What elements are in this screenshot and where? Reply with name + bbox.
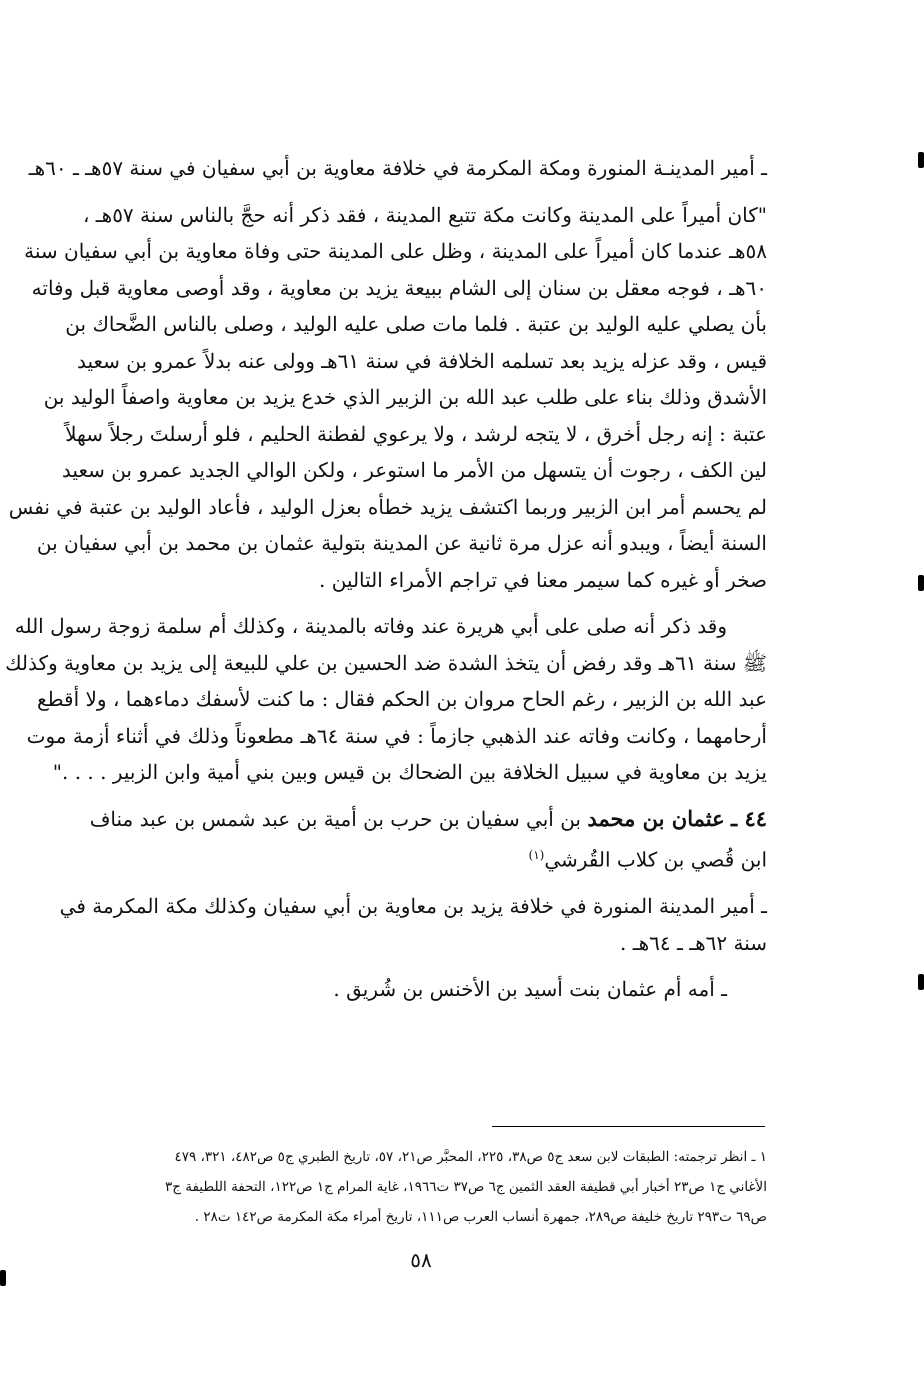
footnote-line: الأغاني ج١ ص٢٣ أخبار أبي قطيفة العقد الثمين ج٦ ص٣٧ ت١٩٦٦، غاية المرام ج١ ص١٢٢، التحفة اللطيفة ج٣ (164, 1179, 767, 1195)
text-line: ٦٠هـ ، فوجه معقل بن سنان إلى الشام ببيعة يزيد بن معاوية ، وقد أوصى معاوية قبل وفاته (31, 275, 767, 300)
entry-heading (75, 801, 767, 879)
text-line: ٥٨هـ عندما كان أميراً على المدينة ، وظل على المدينة حتى وفاة معاوية بن أبي سفيان سنة (24, 239, 767, 263)
footnote-line: ١ ـ انظر ترجمته: الطبقات لابن سعد ج٥ ص٣٨، ٢٢٥، المحبَّر ص٢١، ٥٧، تاريخ الطبري ج٥ ص٤٨٢، ٣٢١، ٤٧٩ (174, 1149, 767, 1165)
paragraph-5 (75, 971, 767, 1008)
text-line: يزيد بن معاوية في سبيل الخلافة بين الضحاك بن قيس وبين بني أمية وابن الزبير . . . ." (52, 760, 767, 784)
entry-lineage-cont: ابن قُصي بن كلاب القُرشي (544, 847, 767, 872)
text-line: السنة أيضاً ، ويبدو أنه عزل مرة ثانية عن المدينة بتولية عثمان بن محمد بن أبي سفيان بن (36, 531, 767, 555)
text-line: سنة ٦٢هـ ـ ٦٤هـ . (620, 930, 767, 955)
entry-lineage: بن أبي سفيان بن حرب بن أمية بن عبد شمس بن عبد مناف (89, 806, 581, 831)
text-line: ﷺ سنة ٦١هـ وقد رفض أن يتخذ الشدة ضد الحسين بن علي للبيعة إلى يزيد بن معاوية وكذلك (5, 650, 767, 675)
text-line: لم يحسم أمر ابن الزبير وربما اكتشف يزيد خطأه بعزل الوليد ، فأعاد الوليد بن عتبة في نفس (8, 494, 767, 519)
footnote-ref: (١) (528, 848, 545, 862)
text-line: الأشدق وذلك بناء على طلب عبد الله بن الزبير الذي خدع يزيد بن معاوية واصفاً الوليد بن (43, 385, 767, 409)
page-number: ٥٨ (410, 1248, 432, 1272)
text-line: ـ أمه أم عثمان بنت أسيد بن الأخنس بن شُريق . (333, 977, 727, 1002)
paragraph-4 (59, 888, 767, 961)
entry-name: عثمان بن محمد (587, 805, 725, 831)
paragraph-2 (8, 197, 767, 599)
text-line: وقد ذكر أنه صلى على أبي هريرة عند وفاته بالمدينة ، وكذلك أم سلمة زوجة رسول الله (14, 614, 727, 638)
heading-line-1 (75, 801, 767, 838)
page-body (5, 150, 767, 1018)
text-line: ـ أمير المدينـة المنورة ومكة المكرمة في خلافة معاوية بن أبي سفيان في سنة ٥٧هـ ـ ٦٠هـ (28, 156, 767, 180)
text-line: قيس ، وقد عزله يزيد بعد تسلمه الخلافة في سنة ٦١هـ وولى عنه بدلاً عمرو بن سعيد (76, 348, 767, 373)
footnote-line: ص٦٩ ت٢٩٣ تاريخ خليفة ص٢٨٩، جمهرة أنساب العرب ص١١١، تاريخ أمراء مكة المكرمة ص١٤٢ ت٢٨ . (194, 1209, 767, 1225)
text-line: عبد الله بن الزبير ، رغم الحاح مروان بن الحكم فقال : ما كنت لأسفك دماءهما ، ولا أقطع (37, 687, 767, 711)
text-line: بأن يصلي عليه الوليد بن عتبة . فلما مات صلى عليه الوليد ، وصلى بالناس الضَّحاك بن (65, 312, 767, 336)
scan-edge-mark (918, 575, 924, 591)
text-line: "كان أميراً على المدينة وكانت مكة تتبع المدينة ، فقد ذكر أنه حجَّ بالناس سنة ٥٧هـ ، (82, 202, 767, 227)
heading-line-2 (75, 837, 767, 878)
text-line: لين الكف ، رجوت أن يتسهل من الأمر ما استوعر ، ولكن الوالي الجديد عمرو بن سعيد (61, 458, 767, 482)
text-line: صخر أو غيره كما سيمر معنا في تراجم الأمراء التالين . (318, 567, 767, 592)
scan-edge-mark (918, 974, 924, 990)
scan-edge-mark (918, 152, 924, 168)
text-line: ـ أمير المدينة المنورة في خلافة يزيد بن معاوية بن أبي سفيان وكذلك مكة المكرمة في (59, 894, 767, 919)
entry-number: ٤٤ ـ (730, 805, 767, 831)
paragraph-1 (28, 150, 767, 187)
footnote-divider (492, 1126, 765, 1127)
text-line: عتبة : إنه رجل أخرق ، لا يتجه لرشد ، ولا يرعوي لفطنة الحليم ، فلو أرسلتَ رجلاً سهلاً (65, 421, 767, 446)
scan-edge-mark (0, 1270, 6, 1286)
paragraph-3 (5, 608, 767, 791)
footnotes (75, 1142, 767, 1232)
text-line: أرحامهما ، وكانت وفاته عند الذهبي جازماً : في سنة ٦٤هـ مطعوناً وذلك في أثناء أزمة موت (26, 723, 767, 748)
